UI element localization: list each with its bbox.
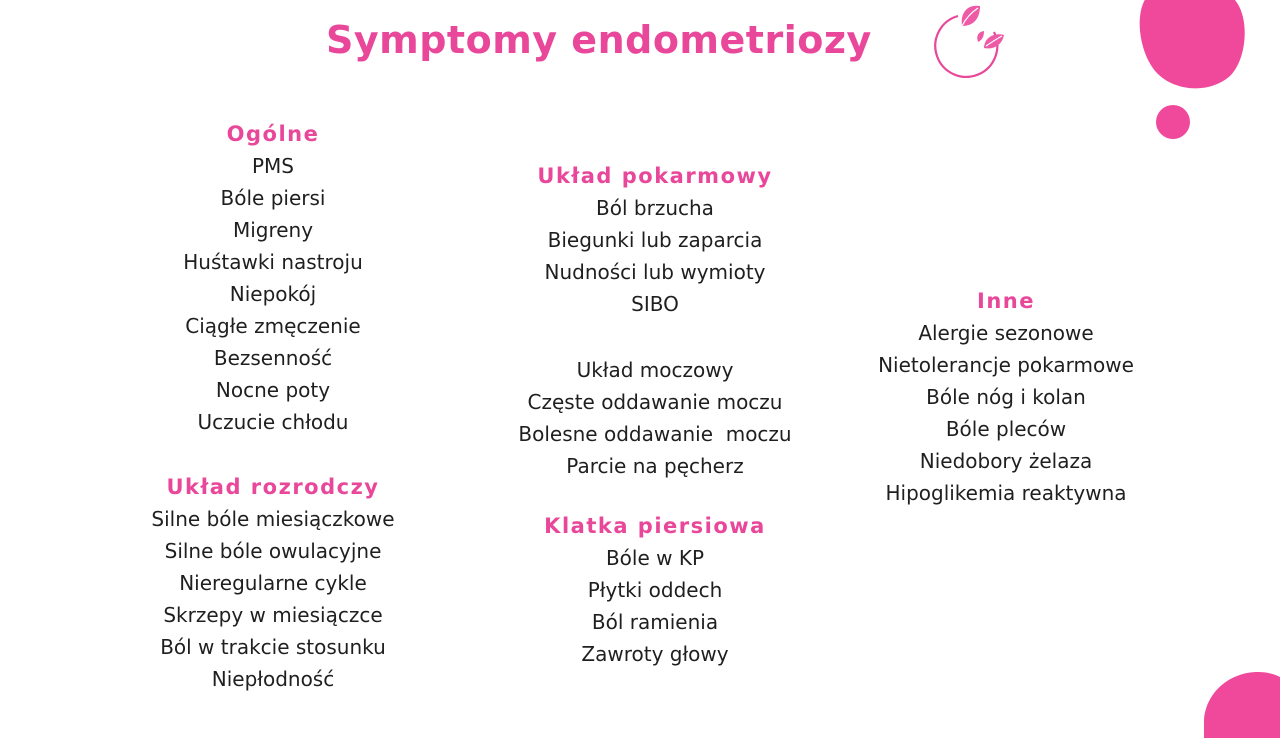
section-heading: Inne <box>977 289 1035 313</box>
list-item: Zawroty głowy <box>581 642 729 666</box>
list-item: Ból ramienia <box>591 610 719 634</box>
list-item: Bolesne oddawanie moczu <box>518 422 792 446</box>
list-item: Bóle pleców <box>945 417 1067 441</box>
list-item: Ból brzucha <box>596 196 714 220</box>
list-item: Płytki oddech <box>587 578 723 602</box>
list-item: Silne bóle miesiączkowe <box>151 507 395 531</box>
list-item: Nocne poty <box>215 378 331 402</box>
page-title: Symptomy endometriozy <box>326 18 872 62</box>
section-urinary <box>455 354 855 482</box>
list-item: Układ moczowy <box>576 358 734 382</box>
section-heading: Klatka piersiowa <box>544 514 766 538</box>
list-item: Hipoglikemia reaktywna <box>885 481 1127 505</box>
list-item: SIBO <box>631 292 679 316</box>
list-item: Niedobory żelaza <box>919 449 1093 473</box>
decorative-dot <box>1156 105 1190 139</box>
section-general <box>73 118 473 438</box>
list-item: Parcie na pęcherz <box>566 454 744 478</box>
list-item: Biegunki lub zaparcia <box>547 228 763 252</box>
list-item: Silne bóle owulacyjne <box>164 539 382 563</box>
list-item: Migreny <box>232 218 314 242</box>
list-item: Alergie sezonowe <box>918 321 1094 345</box>
section-chest <box>455 510 855 670</box>
list-item: Ból w trakcie stosunku <box>160 635 386 659</box>
section-heading: Ogólne <box>226 122 320 146</box>
list-item: Skrzepy w miesiączce <box>163 603 383 627</box>
list-item: Nudności lub wymioty <box>544 260 766 284</box>
list-item: Niepokój <box>229 282 317 306</box>
decorative-blob <box>1200 668 1280 738</box>
decorative-blob <box>1138 0 1248 96</box>
list-item: Bóle piersi <box>220 186 326 210</box>
section-heading: Układ rozrodczy <box>166 475 380 499</box>
section-digestive <box>455 160 855 320</box>
section-other <box>806 285 1206 509</box>
leaf-circle-icon <box>922 2 1012 78</box>
list-item: Niepłodność <box>211 667 335 691</box>
list-item: Ciągłe zmęczenie <box>185 314 361 338</box>
list-item: PMS <box>251 154 294 178</box>
list-item: Bezsenność <box>213 346 333 370</box>
list-item: Nieregularne cykle <box>179 571 367 595</box>
section-reproductive <box>73 471 473 695</box>
list-item: Huśtawki nastroju <box>183 250 363 274</box>
section-heading: Układ pokarmowy <box>537 164 773 188</box>
list-item: Bóle nóg i kolan <box>926 385 1086 409</box>
list-item: Uczucie chłodu <box>197 410 349 434</box>
list-item: Częste oddawanie moczu <box>527 390 783 414</box>
list-item: Nietolerancje pokarmowe <box>878 353 1134 377</box>
list-item: Bóle w KP <box>605 546 705 570</box>
